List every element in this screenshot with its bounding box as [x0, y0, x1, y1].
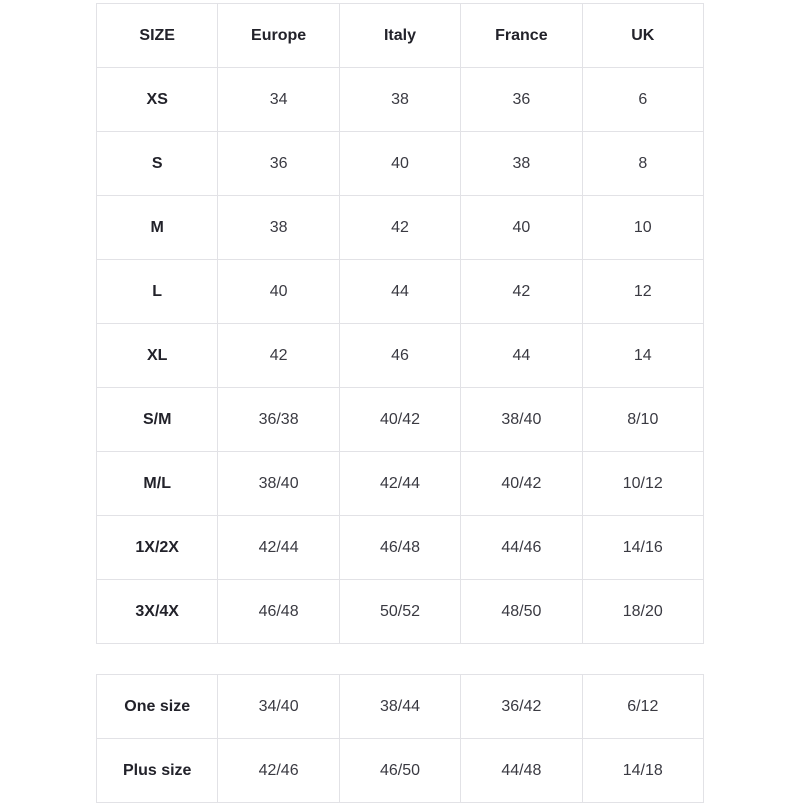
table-row [97, 68, 704, 132]
cell-italy: 38 [339, 68, 460, 132]
cell-france: 44/48 [461, 739, 582, 803]
cell-europe: 34/40 [218, 675, 339, 739]
cell-italy: 42 [339, 196, 460, 260]
cell-uk: 12 [582, 260, 703, 324]
cell-france: 36 [461, 68, 582, 132]
cell-europe: 40 [218, 260, 339, 324]
table-spacer [96, 644, 704, 674]
cell-france: 44/46 [461, 516, 582, 580]
column-header-italy: Italy [339, 4, 460, 68]
main-size-table [96, 3, 704, 644]
secondary-size-table-container [96, 674, 704, 803]
row-label: S [97, 132, 218, 196]
row-label: 3X/4X [97, 580, 218, 644]
cell-italy: 42/44 [339, 452, 460, 516]
cell-uk: 18/20 [582, 580, 703, 644]
cell-europe: 46/48 [218, 580, 339, 644]
table-row [97, 739, 704, 803]
cell-uk: 10/12 [582, 452, 703, 516]
table-row [97, 196, 704, 260]
secondary-table-body [97, 675, 704, 803]
cell-france: 44 [461, 324, 582, 388]
table-row [97, 132, 704, 196]
table-row [97, 516, 704, 580]
cell-france: 38/40 [461, 388, 582, 452]
table-header-row [97, 4, 704, 68]
cell-europe: 42/46 [218, 739, 339, 803]
main-size-table-container [96, 0, 704, 644]
row-label: M [97, 196, 218, 260]
cell-france: 48/50 [461, 580, 582, 644]
table-row [97, 260, 704, 324]
row-label: L [97, 260, 218, 324]
row-label: M/L [97, 452, 218, 516]
cell-europe: 42/44 [218, 516, 339, 580]
secondary-size-table [96, 674, 704, 803]
cell-europe: 38 [218, 196, 339, 260]
cell-italy: 46 [339, 324, 460, 388]
column-header-europe: Europe [218, 4, 339, 68]
cell-europe: 34 [218, 68, 339, 132]
cell-italy: 40/42 [339, 388, 460, 452]
cell-uk: 6/12 [582, 675, 703, 739]
cell-france: 40/42 [461, 452, 582, 516]
row-label: XL [97, 324, 218, 388]
cell-italy: 46/50 [339, 739, 460, 803]
cell-italy: 46/48 [339, 516, 460, 580]
table-row [97, 388, 704, 452]
cell-france: 38 [461, 132, 582, 196]
cell-italy: 40 [339, 132, 460, 196]
cell-italy: 38/44 [339, 675, 460, 739]
table-row [97, 452, 704, 516]
cell-france: 40 [461, 196, 582, 260]
row-label: XS [97, 68, 218, 132]
cell-uk: 8 [582, 132, 703, 196]
cell-europe: 42 [218, 324, 339, 388]
column-header-france: France [461, 4, 582, 68]
table-row [97, 324, 704, 388]
cell-europe: 36/38 [218, 388, 339, 452]
cell-europe: 38/40 [218, 452, 339, 516]
cell-italy: 50/52 [339, 580, 460, 644]
main-table-header [97, 4, 704, 68]
cell-france: 36/42 [461, 675, 582, 739]
cell-uk: 14 [582, 324, 703, 388]
table-row [97, 580, 704, 644]
table-row [97, 675, 704, 739]
cell-europe: 36 [218, 132, 339, 196]
cell-italy: 44 [339, 260, 460, 324]
cell-uk: 8/10 [582, 388, 703, 452]
cell-france: 42 [461, 260, 582, 324]
column-header-size: SIZE [97, 4, 218, 68]
row-label: One size [97, 675, 218, 739]
cell-uk: 14/16 [582, 516, 703, 580]
column-header-uk: UK [582, 4, 703, 68]
row-label: Plus size [97, 739, 218, 803]
main-table-body [97, 68, 704, 644]
cell-uk: 10 [582, 196, 703, 260]
cell-uk: 14/18 [582, 739, 703, 803]
cell-uk: 6 [582, 68, 703, 132]
row-label: S/M [97, 388, 218, 452]
row-label: 1X/2X [97, 516, 218, 580]
